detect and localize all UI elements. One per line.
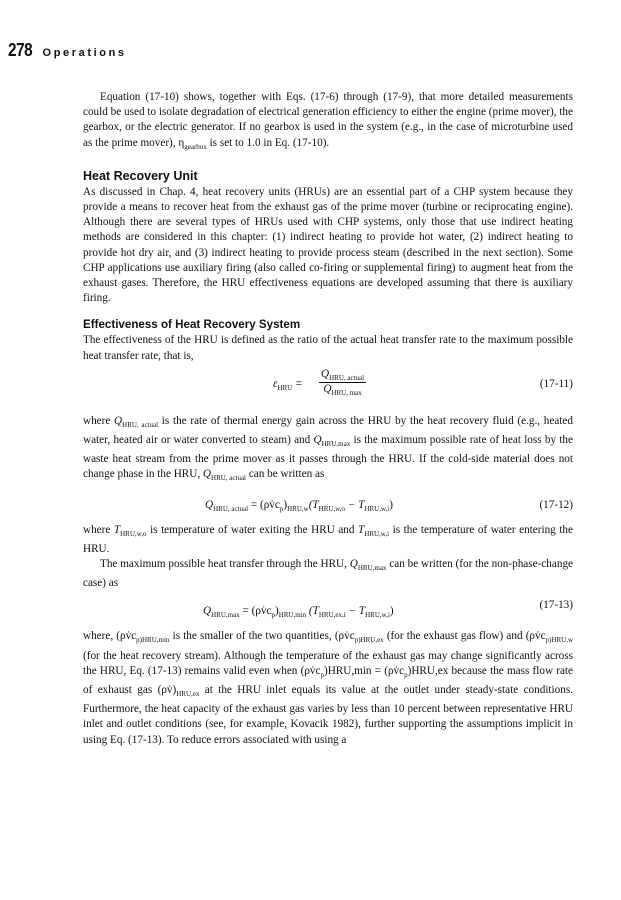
- paragraph-2: As discussed in Chap. 4, heat recovery units (HRUs) are an essential part of a CHP system because they provide a means to recover heat from the exhaust gas of the prime mover (turbine or reciprocating engine). Although there are several types of HRUs used with CHP systems, only those that use indirect heating methods are considered in this chapter: (1) indirect heating to provide hot water, (2) indirect heating to provide hot dry air, and (3) indirect heating to provide process steam (described in the next section). Some CHP applications use auxiliary firing (also called co-firing or supplemental firing) to augment heat from the exhaust gases. Therefore, the HRU effectiveness equations are developed assuming that there is auxiliary firing.: [83, 185, 573, 305]
- paragraph-5: where $T_{HRU,w,o}$ is temperature of water exiting the HRU and $T_{HRU,w,i}$ is the temperature of water entering the HRU.: [83, 523, 573, 555]
- heading-effectiveness: Effectiveness of Heat Recovery System: [83, 318, 301, 332]
- page-number: 278: [8, 40, 33, 60]
- equation-17-13: $Q_{HRU,max}$ = $(\rho v̇c_p)_{HRU,min}$ $(T_{HRU,ex,i} - T_{HRU,w,i})$ (17-13): [203, 599, 573, 620]
- paragraph-3: The effectiveness of the HRU is defined as the ratio of the actual heat transfer rate to the maximum possible heat transfer rate, that is,: [83, 334, 573, 362]
- equation-number: (17-12): [539, 498, 573, 511]
- paragraph-4: where $Q_{HRU, actual}$ is the rate of thermal energy gain across the HRU by the heat recovery fluid (e.g., heated water, heated air or water converted to steam) and $Q_{HRU,max}$ is the maximum possible rate of heat loss by the waste heat stream from the prime mover as it passes through the HRU. If the cold-side material does not change phase in the HRU, $Q_{HRU, actual}$ can be written as: [83, 414, 573, 483]
- paragraph-1: Equation (17-10) shows, together with Eqs. (17-6) through (17-9), that more detailed measurements could be used to isolate degradation of electrical generation efficiency to either the engine (prime mover), the gearbox, or the electric generator. If no gearbox is used in the system (e.g., in the case of microturbine used as the prime mover), $\eta_{gearbox}$ is set to 1.0 in Eq. (17-10).: [83, 91, 573, 151]
- paragraph-6: The maximum possible heat transfer through the HRU, $Q_{HRU,max}$ can be written (for the non-phase-change case) as: [83, 558, 573, 590]
- heading-heat-recovery-unit: Heat Recovery Unit: [83, 168, 198, 183]
- body-text: [83, 90, 573, 748]
- equation-17-12: $Q_{HRU, actual}$ = $(\rho v̇c_p)_{HRU,w}(T_{HRU,w,o} - T_{HRU,w,i})$ (17-12): [205, 498, 573, 513]
- running-header: [8, 40, 127, 61]
- paragraph-7: where, ($\rho v̇c_{p)HRU,min}$ is the smaller of the two quantities, ($\rho v̇c_{p)HRU,ex}$ (for the exhaust gas flow) and ($\rho v̇c_{p)HRU,w}$ (for the heat recovery stream). Although the temperature of the exhaust gas may change significantly across the HRU, Eq. (17-13) remains valid even when $(\rho v̇c_p)HRU,\min$ = $(\rho v̇c_p)HRU,ex$ because the mass flow rate of exhaust gas $(\rho v̇)_{HRU,ex}$ at the HRU inlet equals its value at the outlet under steady-state conditions. Furthermore, the heat capacity of the exhaust gas varies by less than 10 percent between representative HRU inlet and outlet conditions (see, for example, Kovacik 1982), further supporting the assumptions implicit in using Eq. (17-13). To reduce errors associated with using a: [83, 630, 574, 746]
- equation-number: (17-11): [539, 377, 573, 390]
- running-section-title: Operations: [42, 47, 127, 59]
- equation-number: (17-13): [539, 599, 573, 612]
- equation-17-11: $\varepsilon_{HRU}$ = $Q_{HRU, actual}$ $Q_{HRU, max}$ (17-11): [273, 367, 573, 397]
